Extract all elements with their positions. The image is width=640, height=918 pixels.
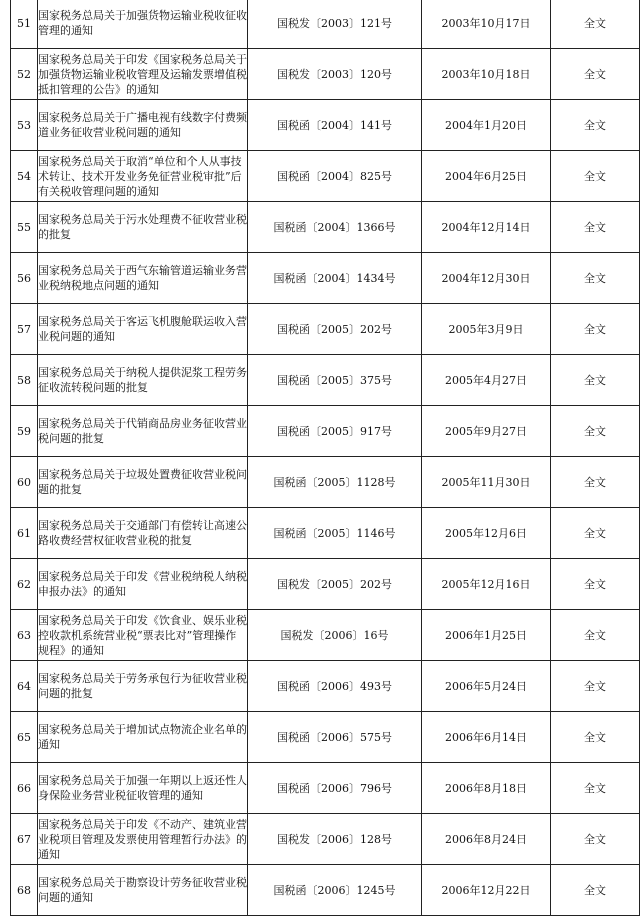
table-row: [11, 457, 640, 508]
full-text-link[interactable]: 全文: [551, 763, 640, 814]
row-number: 54: [11, 151, 38, 202]
document-title-text: 国家税务总局关于勘察设计劳务征收营业税问题的通知: [38, 876, 247, 904]
document-title-text: 国家税务总局关于西气东输管道运输业务营业税纳税地点问题的通知: [38, 264, 247, 292]
document-number: 国税函〔2005〕917号: [248, 406, 422, 457]
issue-date: 2006年8月18日: [422, 763, 551, 814]
full-text-link[interactable]: 全文: [551, 508, 640, 559]
issue-date: 2006年8月24日: [422, 814, 551, 865]
row-number: 65: [11, 712, 38, 763]
issue-date: 2006年6月14日: [422, 712, 551, 763]
document-number: 国税发〔2006〕16号: [248, 610, 422, 661]
row-number: 52: [11, 49, 38, 100]
table-row: [11, 253, 640, 304]
full-text-link[interactable]: 全文: [551, 202, 640, 253]
document-title: [38, 100, 248, 151]
document-title: [38, 49, 248, 100]
row-number: 57: [11, 304, 38, 355]
document-title: [38, 712, 248, 763]
row-number: 62: [11, 559, 38, 610]
full-text-link[interactable]: 全文: [551, 406, 640, 457]
document-number: 国税函〔2004〕1366号: [248, 202, 422, 253]
document-number: 国税函〔2006〕1245号: [248, 865, 422, 916]
issue-date: 2005年3月9日: [422, 304, 551, 355]
document-title: [38, 151, 248, 202]
row-number: 68: [11, 865, 38, 916]
table-row: [11, 355, 640, 406]
document-title-text: 国家税务总局关于垃圾处置费征收营业税问题的批复: [38, 468, 247, 496]
issue-date: 2004年12月30日: [422, 253, 551, 304]
issue-date: 2005年11月30日: [422, 457, 551, 508]
document-title-text: 国家税务总局关于交通部门有偿转让高速公路收费经营权征收营业税的批复: [38, 519, 247, 547]
table-row: [11, 0, 640, 49]
document-number: 国税函〔2004〕1434号: [248, 253, 422, 304]
issue-date: 2003年10月17日: [422, 0, 551, 49]
issue-date: 2004年6月25日: [422, 151, 551, 202]
document-number: 国税函〔2006〕575号: [248, 712, 422, 763]
issue-date: 2003年10月18日: [422, 49, 551, 100]
full-text-link[interactable]: 全文: [551, 814, 640, 865]
document-title-text: 国家税务总局关于污水处理费不征收营业税的批复: [38, 213, 247, 241]
row-number: 60: [11, 457, 38, 508]
issue-date: 2006年1月25日: [422, 610, 551, 661]
document-title: [38, 202, 248, 253]
document-title: [38, 508, 248, 559]
document-title-text: 国家税务总局关于纳税人提供泥浆工程劳务征收流转税问题的批复: [38, 366, 247, 394]
document-number: 国税函〔2005〕202号: [248, 304, 422, 355]
table-row: [11, 151, 640, 202]
document-number: 国税函〔2006〕493号: [248, 661, 422, 712]
document-title: [38, 559, 248, 610]
document-number: 国税发〔2005〕202号: [248, 559, 422, 610]
document-title: [38, 253, 248, 304]
table-row: [11, 202, 640, 253]
document-title-text: 国家税务总局关于代销商品房业务征收营业税问题的批复: [38, 417, 247, 445]
document-number: 国税函〔2005〕1146号: [248, 508, 422, 559]
full-text-link[interactable]: 全文: [551, 0, 640, 49]
document-title: [38, 661, 248, 712]
issue-date: 2006年5月24日: [422, 661, 551, 712]
full-text-link[interactable]: 全文: [551, 457, 640, 508]
full-text-link[interactable]: 全文: [551, 304, 640, 355]
issue-date: 2005年4月27日: [422, 355, 551, 406]
full-text-link[interactable]: 全文: [551, 355, 640, 406]
document-title: [38, 763, 248, 814]
full-text-link[interactable]: 全文: [551, 559, 640, 610]
document-title-text: 国家税务总局关于劳务承包行为征收营业税问题的批复: [38, 672, 247, 700]
full-text-link[interactable]: 全文: [551, 49, 640, 100]
document-number: 国税函〔2005〕1128号: [248, 457, 422, 508]
document-number: 国税函〔2004〕825号: [248, 151, 422, 202]
document-number: 国税发〔2006〕128号: [248, 814, 422, 865]
full-text-link[interactable]: 全文: [551, 712, 640, 763]
table-row: [11, 763, 640, 814]
row-number: 58: [11, 355, 38, 406]
full-text-link[interactable]: 全文: [551, 151, 640, 202]
document-title: [38, 304, 248, 355]
table-row: [11, 865, 640, 916]
row-number: 51: [11, 0, 38, 49]
table-row: [11, 661, 640, 712]
document-title-text: 国家税务总局关于客运飞机腹舱联运收入营业税问题的通知: [38, 315, 247, 343]
full-text-link[interactable]: 全文: [551, 610, 640, 661]
table-row: [11, 814, 640, 865]
document-title: [38, 814, 248, 865]
document-title-text: 国家税务总局关于增加试点物流企业名单的通知: [38, 723, 247, 751]
row-number: 55: [11, 202, 38, 253]
table-row: [11, 100, 640, 151]
document-title: [38, 610, 248, 661]
table-row: [11, 406, 640, 457]
issue-date: 2004年12月14日: [422, 202, 551, 253]
document-title-text: 国家税务总局关于广播电视有线数字付费频道业务征收营业税问题的通知: [38, 111, 247, 139]
document-title-text: 国家税务总局关于取消“单位和个人从事技术转让、技术开发业务免征营业税审批”后有关税收管理问题的通知: [38, 154, 242, 198]
full-text-link[interactable]: 全文: [551, 253, 640, 304]
document-title: [38, 406, 248, 457]
issue-date: 2005年12月6日: [422, 508, 551, 559]
document-number: 国税函〔2005〕375号: [248, 355, 422, 406]
table-row: [11, 559, 640, 610]
row-number: 59: [11, 406, 38, 457]
table-row: [11, 610, 640, 661]
document-title-text: 国家税务总局关于印发《饮食业、娱乐业税控收款机系统营业税“票表比对”管理操作规程》的通知: [38, 613, 247, 657]
row-number: 56: [11, 253, 38, 304]
row-number: 66: [11, 763, 38, 814]
document-number: 国税发〔2003〕121号: [248, 0, 422, 49]
full-text-link[interactable]: 全文: [551, 100, 640, 151]
table-row: [11, 304, 640, 355]
issue-date: 2004年1月20日: [422, 100, 551, 151]
document-title-text: 国家税务总局关于加强一年期以上返还性人身保险业务营业税征收管理的通知: [38, 774, 247, 802]
document-title-text: 国家税务总局关于印发《营业税纳税人纳税申报办法》的通知: [38, 570, 247, 598]
document-number: 国税函〔2006〕796号: [248, 763, 422, 814]
row-number: 53: [11, 100, 38, 151]
document-number: 国税函〔2004〕141号: [248, 100, 422, 151]
regulation-table: [10, 0, 640, 916]
table-row: [11, 712, 640, 763]
issue-date: 2006年12月22日: [422, 865, 551, 916]
document-title: [38, 457, 248, 508]
table-body: [11, 0, 640, 916]
document-title-text: 国家税务总局关于印发《国家税务总局关于加强货物运输业税收管理及运输发票增值税抵扣管理的公告》的通知: [38, 52, 247, 96]
document-title: [38, 355, 248, 406]
table-row: [11, 508, 640, 559]
row-number: 67: [11, 814, 38, 865]
row-number: 61: [11, 508, 38, 559]
row-number: 63: [11, 610, 38, 661]
table-row: [11, 49, 640, 100]
row-number: 64: [11, 661, 38, 712]
full-text-link[interactable]: 全文: [551, 865, 640, 916]
document-title: [38, 865, 248, 916]
document-number: 国税发〔2003〕120号: [248, 49, 422, 100]
issue-date: 2005年12月16日: [422, 559, 551, 610]
issue-date: 2005年9月27日: [422, 406, 551, 457]
document-title-text: 国家税务总局关于加强货物运输业税收征收管理的通知: [38, 9, 247, 37]
full-text-link[interactable]: 全文: [551, 661, 640, 712]
document-title-text: 国家税务总局关于印发《不动产、建筑业营业税项目管理及发票使用管理暂行办法》的通知: [38, 817, 247, 861]
document-title: [38, 0, 248, 49]
